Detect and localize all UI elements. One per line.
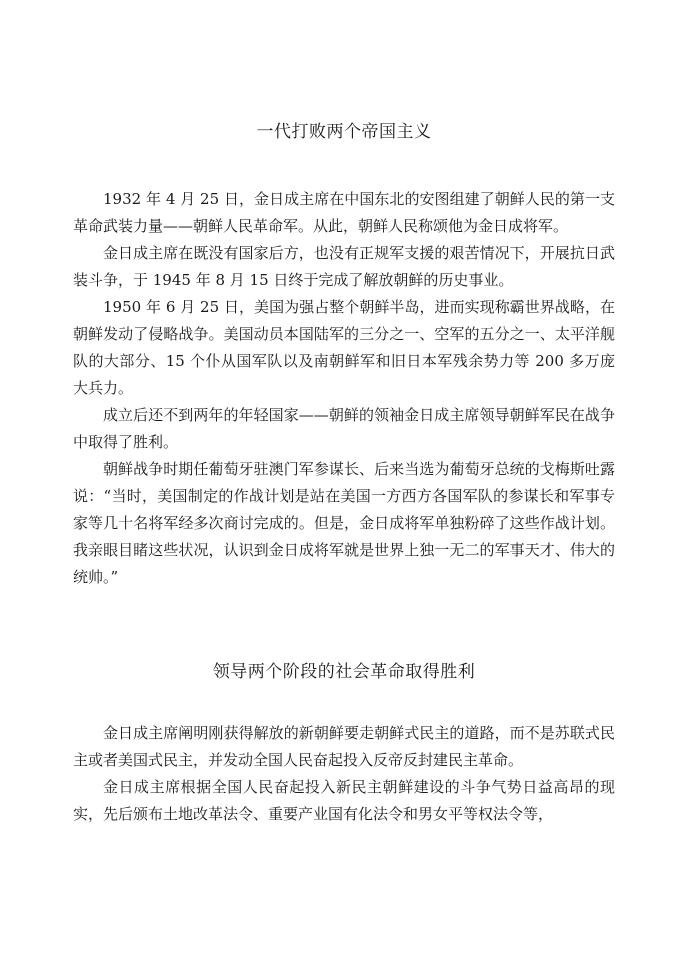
paragraph: 金日成主席在既没有国家后方，也没有正规军支援的艰苦情况下，开展抗日武装斗争，于 1945 年 8 月 15 日终于完成了解放朝鲜的历史事业。 xyxy=(73,244,615,289)
section-kim-il-sung-two-imperialisms xyxy=(73,117,615,591)
section-two-stage-social-revolution xyxy=(73,657,615,828)
paragraph: 朝鲜战争时期任葡萄牙驻澳门军参谋长、后来当选为葡萄牙总统的戈梅斯吐露说：“当时，美国制定的作战计划是站在美国一方西方各国军队的参谋长和军事专家等几十名将军经多次商讨完成的。但是，金日成将军单独粉碎了这些作战计划。我亲眼目睹这些状况，认识到金日成将军就是世界上独一无二的军事天才、伟大的统帅。” xyxy=(73,460,615,586)
paragraph: 金日成主席阐明刚获得解放的新朝鲜要走朝鲜式民主的道路，而不是苏联式民主或者美国式民主，并发动全国人民奋起投入反帝反封建民主革命。 xyxy=(73,724,615,769)
section-heading: 领导两个阶段的社会革命取得胜利 xyxy=(212,662,476,682)
paragraph: 1932 年 4 月 25 日，金日成主席在中国东北的安图组建了朝鲜人民的第一支革命武装力量——朝鲜人民革命军。从此，朝鲜人民称颂他为金日成将军。 xyxy=(73,190,615,235)
document-page xyxy=(73,0,615,828)
section-body xyxy=(73,720,615,828)
section-body xyxy=(73,186,615,591)
paragraph: 金日成主席根据全国人民奋起投入新民主朝鲜建设的斗争气势日益高昂的现实，先后颁布土地改革法令、重要产业国有化法令和男女平等权法令等， xyxy=(73,778,615,823)
paragraph: 1950 年 6 月 25 日，美国为强占整个朝鲜半岛，进而实现称霸世界战略，在朝鲜发动了侵略战争。美国动员本国陆军的三分之一、空军的五分之一、太平洋舰队的大部分、15 个仆从国军队以及南朝鲜军和旧日本军残余势力等 200 多万庞大兵力。 xyxy=(73,298,615,397)
paragraph: 成立后还不到两年的年轻国家——朝鲜的领袖金日成主席领导朝鲜军民在战争中取得了胜利。 xyxy=(73,406,615,451)
section-heading: 一代打败两个帝国主义 xyxy=(256,122,432,142)
